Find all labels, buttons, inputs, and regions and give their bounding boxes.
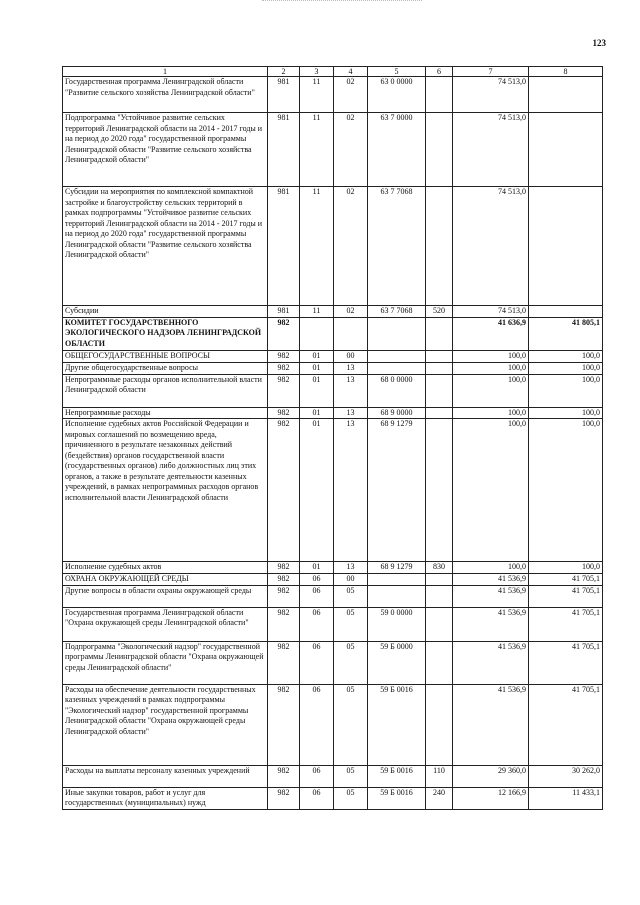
table-row	[63, 684, 603, 765]
amount-year-1: 41 536,9	[453, 684, 529, 765]
column-numbers-row	[63, 67, 603, 77]
column-number: 5	[368, 67, 426, 77]
budget-item-name: ОБЩЕГОСУДАРСТВЕННЫЕ ВОПРОСЫ	[63, 350, 268, 362]
amount-year-2	[529, 77, 603, 113]
section-code: 01	[300, 362, 334, 374]
expense-type-code	[426, 585, 453, 607]
subsection-code: 00	[334, 350, 368, 362]
subsection-code: 13	[334, 419, 368, 562]
target-article-code: 59 Б 0016	[368, 684, 426, 765]
expense-type-code	[426, 573, 453, 585]
table-row	[63, 187, 603, 306]
section-code: 06	[300, 787, 334, 809]
amount-year-2: 100,0	[529, 374, 603, 407]
table-row	[63, 374, 603, 407]
amount-year-1: 12 166,9	[453, 787, 529, 809]
target-article-code: 63 7 7068	[368, 306, 426, 318]
amount-year-1: 100,0	[453, 407, 529, 419]
amount-year-1: 100,0	[453, 350, 529, 362]
amount-year-1: 74 513,0	[453, 306, 529, 318]
expense-type-code	[426, 113, 453, 187]
amount-year-2: 41 705,1	[529, 607, 603, 641]
section-code: 06	[300, 765, 334, 787]
amount-year-1: 74 513,0	[453, 77, 529, 113]
budget-item-name: Расходы на выплаты персоналу казенных учреждений	[63, 765, 268, 787]
table-row	[63, 641, 603, 684]
table-row	[63, 562, 603, 574]
subsection-code: 02	[334, 77, 368, 113]
budget-item-name: Исполнение судебных актов	[63, 562, 268, 574]
subsection-code: 02	[334, 187, 368, 306]
expense-type-code	[426, 641, 453, 684]
column-number: 2	[268, 67, 300, 77]
expense-type-code	[426, 407, 453, 419]
column-number: 3	[300, 67, 334, 77]
subsection-code: 00	[334, 573, 368, 585]
subsection-code: 05	[334, 607, 368, 641]
budget-item-name: Другие вопросы в области охраны окружающей среды	[63, 585, 268, 607]
amount-year-1: 41 536,9	[453, 585, 529, 607]
section-code	[300, 317, 334, 350]
amount-year-1: 100,0	[453, 562, 529, 574]
amount-year-1: 100,0	[453, 419, 529, 562]
column-number: 6	[426, 67, 453, 77]
ministry-code: 981	[268, 113, 300, 187]
section-code: 01	[300, 350, 334, 362]
table-row	[63, 362, 603, 374]
subsection-code: 02	[334, 306, 368, 318]
table-row	[63, 765, 603, 787]
budget-item-name: Подпрограмма "Экологический надзор" государственной программы Ленинградской области "Охрана окружающей среды Ленинградской области"	[63, 641, 268, 684]
budget-item-name: Государственная программа Ленинградской области "Развитие сельского хозяйства Ленинградской области"	[63, 77, 268, 113]
section-code: 06	[300, 585, 334, 607]
amount-year-2: 41 705,1	[529, 684, 603, 765]
budget-item-name: Субсидии на мероприятия по комплексной компактной застройке и благоустройству сельских территорий в рамках подпрограммы "Устойчивое развитие сельских территорий Ленинградской области на 2014 - 2017 годы и на период до 2020 года" государственной программы Ленинградской области "Развитие сельского хозяйства Ленинградской области"	[63, 187, 268, 306]
target-article-code: 68 9 0000	[368, 407, 426, 419]
expense-type-code: 110	[426, 765, 453, 787]
expense-type-code	[426, 607, 453, 641]
ministry-code: 982	[268, 419, 300, 562]
ministry-code: 982	[268, 350, 300, 362]
subsection-code: 13	[334, 407, 368, 419]
target-article-code	[368, 317, 426, 350]
target-article-code: 63 0 0000	[368, 77, 426, 113]
budget-item-name: Непрограммные расходы органов исполнительной власти Ленинградской области	[63, 374, 268, 407]
amount-year-1: 74 513,0	[453, 187, 529, 306]
table-row	[63, 419, 603, 562]
amount-year-2: 100,0	[529, 562, 603, 574]
amount-year-1: 29 360,0	[453, 765, 529, 787]
table-row	[63, 607, 603, 641]
budget-item-name: Непрограммные расходы	[63, 407, 268, 419]
section-code: 11	[300, 113, 334, 187]
expense-type-code	[426, 187, 453, 306]
budget-item-name: Подпрограмма "Устойчивое развитие сельских территорий Ленинградской области на 2014 - 2017 годы и на период до 2020 года" государственной программы Ленинградской области "Развитие сельского хозяйства Ленинградской области"	[63, 113, 268, 187]
amount-year-2: 100,0	[529, 407, 603, 419]
budget-item-name: Субсидии	[63, 306, 268, 318]
amount-year-1: 100,0	[453, 374, 529, 407]
amount-year-2: 41 805,1	[529, 317, 603, 350]
subsection-code: 13	[334, 374, 368, 407]
amount-year-2: 100,0	[529, 362, 603, 374]
expense-type-code	[426, 350, 453, 362]
page-number: 123	[592, 38, 606, 48]
target-article-code: 59 Б 0016	[368, 787, 426, 809]
expense-type-code	[426, 362, 453, 374]
table-row	[63, 573, 603, 585]
table-row	[63, 407, 603, 419]
target-article-code	[368, 362, 426, 374]
target-article-code: 59 Б 0000	[368, 641, 426, 684]
budget-item-name: ОХРАНА ОКРУЖАЮЩЕЙ СРЕДЫ	[63, 573, 268, 585]
ministry-code: 982	[268, 374, 300, 407]
ministry-code: 982	[268, 362, 300, 374]
target-article-code: 59 0 0000	[368, 607, 426, 641]
target-article-code: 68 9 1279	[368, 562, 426, 574]
subsection-code	[334, 317, 368, 350]
section-code: 11	[300, 187, 334, 306]
amount-year-2: 41 705,1	[529, 573, 603, 585]
amount-year-2: 41 705,1	[529, 585, 603, 607]
section-code: 01	[300, 562, 334, 574]
expense-type-code	[426, 317, 453, 350]
section-code: 01	[300, 407, 334, 419]
ministry-code: 981	[268, 306, 300, 318]
table-row	[63, 113, 603, 187]
column-number: 4	[334, 67, 368, 77]
table-row	[63, 306, 603, 318]
amount-year-1: 41 536,9	[453, 607, 529, 641]
ministry-code: 982	[268, 787, 300, 809]
target-article-code: 59 Б 0016	[368, 765, 426, 787]
section-code: 11	[300, 77, 334, 113]
subsection-code: 05	[334, 765, 368, 787]
section-code: 06	[300, 684, 334, 765]
budget-item-name: Другие общегосударственные вопросы	[63, 362, 268, 374]
expense-type-code	[426, 684, 453, 765]
section-code: 01	[300, 374, 334, 407]
target-article-code: 68 9 1279	[368, 419, 426, 562]
section-code: 06	[300, 607, 334, 641]
ministry-code: 982	[268, 573, 300, 585]
column-number: 1	[63, 67, 268, 77]
target-article-code: 63 7 0000	[368, 113, 426, 187]
target-article-code	[368, 585, 426, 607]
expense-type-code: 520	[426, 306, 453, 318]
table-row	[63, 787, 603, 809]
subsection-code: 05	[334, 641, 368, 684]
ministry-code: 982	[268, 407, 300, 419]
subsection-code: 13	[334, 362, 368, 374]
table-row	[63, 317, 603, 350]
subsection-code: 05	[334, 585, 368, 607]
expense-type-code	[426, 374, 453, 407]
ministry-code: 982	[268, 765, 300, 787]
amount-year-2	[529, 187, 603, 306]
amount-year-1: 74 513,0	[453, 113, 529, 187]
expense-type-code: 830	[426, 562, 453, 574]
amount-year-2: 100,0	[529, 419, 603, 562]
budget-item-name: Исполнение судебных актов Российской Федерации и мировых соглашений по возмещению вреда, причиненного в результате незаконных действий (бездействия) органов государственной власти (государственных органов) либо должностных лиц этих органов, а также в результате деятельности казенных учреждений, в рамках непрограммных расходов органов исполнительной власти Ленинградской области	[63, 419, 268, 562]
ministry-code: 981	[268, 187, 300, 306]
ministry-code: 982	[268, 317, 300, 350]
target-article-code: 63 7 7068	[368, 187, 426, 306]
target-article-code	[368, 350, 426, 362]
amount-year-2: 30 262,0	[529, 765, 603, 787]
expense-type-code: 240	[426, 787, 453, 809]
budget-item-name: КОМИТЕТ ГОСУДАРСТВЕННОГО ЭКОЛОГИЧЕСКОГО НАДЗОРА ЛЕНИНГРАДСКОЙ ОБЛАСТИ	[63, 317, 268, 350]
ministry-code: 982	[268, 641, 300, 684]
budget-item-name: Государственная программа Ленинградской области "Охрана окружающей среды Ленинградской области"	[63, 607, 268, 641]
ministry-code: 982	[268, 607, 300, 641]
table-row	[63, 585, 603, 607]
expense-type-code	[426, 77, 453, 113]
subsection-code: 02	[334, 113, 368, 187]
amount-year-1: 41 636,9	[453, 317, 529, 350]
section-code: 06	[300, 573, 334, 585]
target-article-code	[368, 573, 426, 585]
expense-type-code	[426, 419, 453, 562]
column-number: 7	[453, 67, 529, 77]
amount-year-1: 41 536,9	[453, 641, 529, 684]
column-number: 8	[529, 67, 603, 77]
section-code: 06	[300, 641, 334, 684]
subsection-code: 05	[334, 787, 368, 809]
amount-year-1: 41 536,9	[453, 573, 529, 585]
table-row	[63, 350, 603, 362]
subsection-code: 13	[334, 562, 368, 574]
ministry-code: 981	[268, 77, 300, 113]
ministry-code: 982	[268, 684, 300, 765]
amount-year-2: 11 433,1	[529, 787, 603, 809]
budget-table	[62, 66, 603, 810]
amount-year-2	[529, 306, 603, 318]
budget-item-name: Иные закупки товаров, работ и услуг для государственных (муниципальных) нужд	[63, 787, 268, 809]
budget-item-name: Расходы на обеспечение деятельности государственных казенных учреждений в рамках подпрограммы "Экологический надзор" государственной программы Ленинградской области "Охрана окружающей среды Ленинградской области"	[63, 684, 268, 765]
ministry-code: 982	[268, 585, 300, 607]
ministry-code: 982	[268, 562, 300, 574]
section-code: 01	[300, 419, 334, 562]
amount-year-2	[529, 113, 603, 187]
scan-artifact	[262, 0, 422, 4]
table-row	[63, 77, 603, 113]
section-code: 11	[300, 306, 334, 318]
amount-year-1: 100,0	[453, 362, 529, 374]
amount-year-2: 41 705,1	[529, 641, 603, 684]
amount-year-2: 100,0	[529, 350, 603, 362]
subsection-code: 05	[334, 684, 368, 765]
target-article-code: 68 0 0000	[368, 374, 426, 407]
